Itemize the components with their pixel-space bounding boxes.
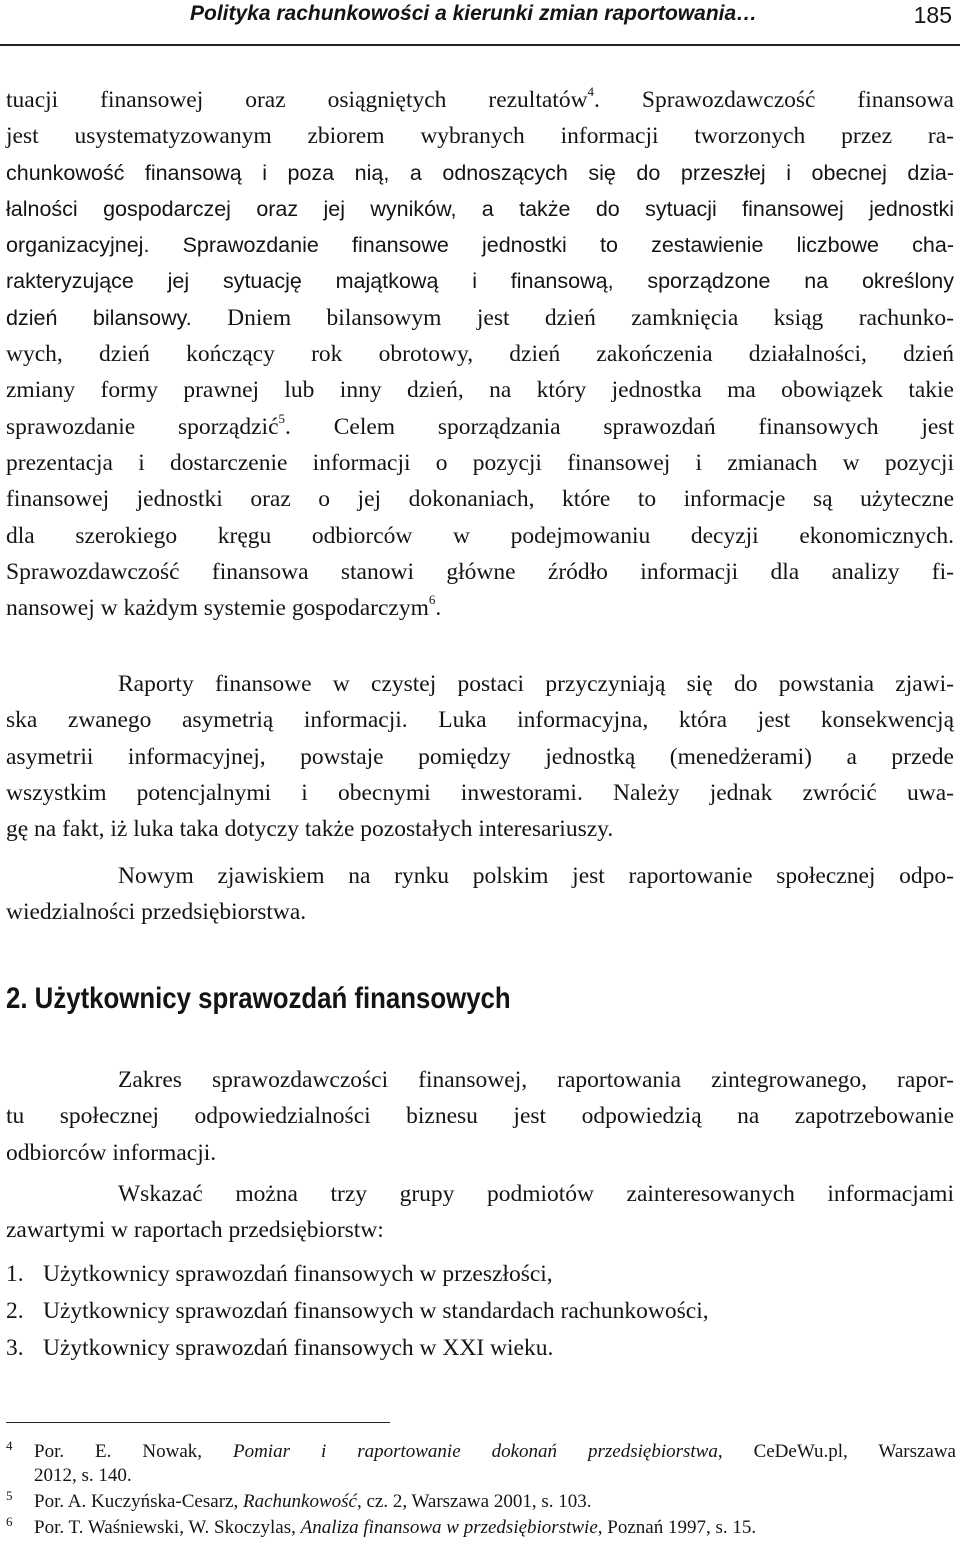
- footnotes: [6, 1440, 956, 1540]
- text-line: tuacji finansowej oraz osiągniętych rezultatów$^4$. Sprawozdawczość finansowa: [6, 84, 954, 113]
- text-line: odbiorców informacji.: [6, 1139, 217, 1166]
- text-line: Wskazać można trzy grupy podmiotów zainteresowanych informacjami: [118, 1181, 954, 1207]
- footnote-ref-6: 6: [428, 592, 436, 608]
- text-line: tu społecznej odpowiedzialności biznesu jest odpowiedzią na zapotrzebowanie: [6, 1103, 954, 1130]
- footnote-ref-4: 4: [587, 84, 595, 100]
- footnote-5: 5 Por. A. Kuczyńska-Cesarz, Rachunkowość, cz. 2, Warszawa 2001, s. 103.: [6, 1488, 592, 1512]
- text-line: gę na fakt, iż luka taka dotyczy także pozostałych interesariuszy.: [6, 816, 614, 843]
- running-title: Polityka rachunkowości a kierunki zmian raportowania…: [190, 2, 758, 25]
- text-line: wych, dzień kończący rok obrotowy, dzień zakończenia działalności, dzień: [6, 341, 954, 368]
- text-line: asymetrii informacyjnej, powstaje pomiędzy jednostką (menedżerami) a przede: [6, 743, 954, 770]
- text-line: Zakres sprawozdawczości finansowej, raportowania zintegrowanego, rapor-: [118, 1067, 954, 1093]
- user-groups-list: [6, 1256, 709, 1367]
- paragraph-5: [6, 1176, 954, 1249]
- paragraph-3: [6, 858, 954, 931]
- paragraph-2: [6, 666, 954, 847]
- text-line: wszystkim potencjalnymi i obecnymi inwestorami. Należy jednak zwrócić uwa-: [6, 779, 954, 806]
- text-line: prezentacja i dostarczenie informacji o pozycji finansowej i zmianach w pozycji: [6, 449, 954, 476]
- text-line: finansowej jednostki oraz o jej dokonaniach, które to informacje są użyteczne: [6, 486, 954, 513]
- text-line: łalności gospodarczej oraz jej wyników, a także do sytuacji finansowej jednostki: [6, 196, 954, 221]
- text-line: rakteryzujące jej sytuację majątkową i finansową, sporządzone na określony: [6, 269, 954, 294]
- footnote-ref-5: 5: [278, 410, 285, 426]
- text-line: ska zwanego asymetrią informacji. Luka informacyjna, która jest konsekwencją: [6, 707, 954, 734]
- text-line: nansowej w każdym systemie gospodarczym$^6$.: [6, 592, 442, 622]
- page-number: 185: [913, 2, 952, 28]
- text-line: chunkowość finansową i poza nią, a odnoszących się do przeszłej i obecnej dzia-: [6, 160, 954, 185]
- text-line: Raporty finansowe w czystej postaci przyczyniają się do powstania zjawi-: [118, 671, 954, 697]
- text-line: zmiany formy prawnej lub inny dzień, na który jednostka ma obowiązek takie: [6, 377, 954, 404]
- list-item: 1. Użytkownicy sprawozdań finansowych w przeszłości,: [6, 1261, 553, 1287]
- text-line: organizacyjnej. Sprawozdanie finansowe jednostki to zestawienie liczbowe cha-: [6, 233, 954, 258]
- footnote-6: 6 Por. T. Waśniewski, W. Skoczylas, Analiza finansowa w przedsiębiorstwie, Poznań 1997, s. 15.: [6, 1514, 757, 1538]
- paragraph-4: [6, 1062, 954, 1171]
- footnote-divider: [6, 1422, 390, 1423]
- footnote-4: 4 Por. E. Nowak, Pomiar i raportowanie dokonań przedsiębiorstwa, CeDeWu.pl, Warszawa 2012, s. 140.: [6, 1438, 956, 1486]
- text-line: Sprawozdawczość finansowa stanowi główne źródło informacji dla analizy fi-: [6, 558, 954, 585]
- text-line: sprawozdanie sporządzić$^5$. Celem sporządzania sprawozdań finansowych jest: [6, 410, 954, 440]
- paragraph-1: [6, 82, 954, 626]
- list-item: 3. Użytkownicy sprawozdań finansowych w XXI wieku.: [6, 1335, 554, 1361]
- page-header: [0, 0, 960, 46]
- list-item: 2. Użytkownicy sprawozdań finansowych w standardach rachunkowości,: [6, 1298, 709, 1324]
- section-heading: 2. Użytkownicy sprawozdań finansowych: [6, 982, 511, 1015]
- text-line: zawartymi w raportach przedsiębiorstw:: [6, 1217, 384, 1244]
- text-line: wiedzialności przedsiębiorstwa.: [6, 899, 307, 926]
- text-line: dla szerokiego kręgu odbiorców w podejmowaniu decyzji ekonomicznych.: [6, 522, 954, 549]
- text-line: Nowym zjawiskiem na rynku polskim jest raportowanie społecznej odpo-: [118, 863, 954, 889]
- text-line: dzień bilansowy. Dniem bilansowym jest dzień zamknięcia ksiąg rachunko-: [6, 304, 954, 331]
- text-line: jest usystematyzowanym zbiorem wybranych informacji tworzonych przez ra-: [6, 123, 954, 150]
